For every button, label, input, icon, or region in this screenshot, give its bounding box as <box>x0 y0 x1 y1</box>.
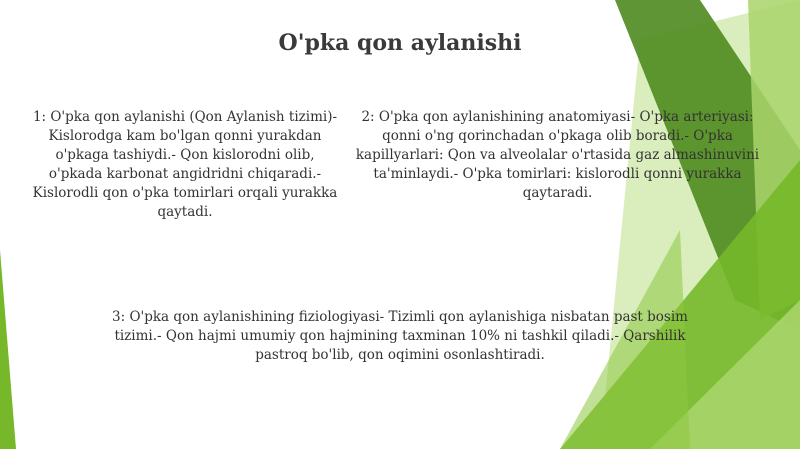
paragraph-2: 2: O'pka qon aylanishining anatomiyasi- O'pka arteriyasi: qonni o'ng qorinchadan o'pkaga olib boradi.- O'pka kapillyarlari: Qon va alveolalar o'rtasida gaz almashinuvini ta'minlaydi.- O'pka tomirlari: kislorodli qonni yurakka qaytaradi. <box>355 109 760 201</box>
slide-title: O'pka qon aylanishi <box>278 30 522 56</box>
paragraph-1: 1: O'pka qon aylanishi (Qon Aylanish tizimi)- Kislorodga kam bo'lgan qonni yurakdan o'pkaga tashiydi.- Qon kislorodni olib, o'pkada karbonat angidridni chiqaradi.- Kislorodli qon o'pka tomirlari orqali yurakka qaytadi. <box>32 109 338 220</box>
paragraph-3: 3: O'pka qon aylanishining fiziologiyasi- Tizimli qon aylanishiga nisbatan past bosim tizimi.- Qon hajmi umumiy qon hajmining taxminan 10% ni tashkil qiladi.- Qarshilik pastroq bo'lib, qon oqimini osonlashtiradi. <box>112 309 688 363</box>
left-green-sliver <box>0 250 16 449</box>
